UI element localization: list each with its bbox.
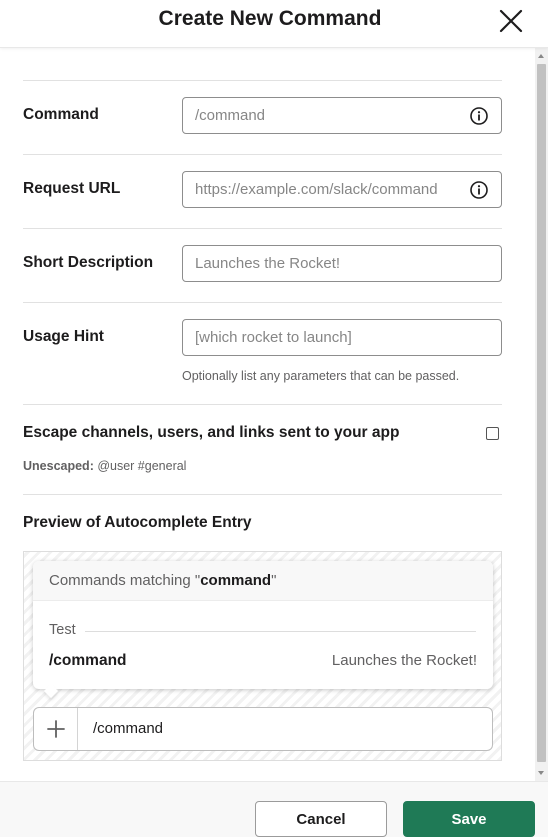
- scroll-down-arrow-icon[interactable]: [538, 771, 544, 775]
- scroll-up-arrow-icon[interactable]: [538, 54, 544, 58]
- autocomplete-popup: [33, 561, 493, 689]
- matching-prefix: Commands matching ": [49, 572, 201, 589]
- usage-hint-input[interactable]: [182, 319, 502, 356]
- divider: [23, 228, 502, 229]
- info-icon[interactable]: [469, 106, 489, 126]
- scrollbar[interactable]: [535, 48, 548, 781]
- short-description-label: Short Description: [23, 254, 154, 271]
- modal-header: [0, 0, 548, 48]
- group-divider: [85, 631, 476, 632]
- entry-description: Launches the Rocket!: [331, 652, 477, 669]
- divider: [23, 302, 502, 303]
- matching-suffix: ": [271, 572, 277, 589]
- scrollbar-thumb[interactable]: [537, 64, 546, 762]
- unescaped-example: @user #general: [93, 459, 187, 473]
- request-url-label: Request URL: [23, 180, 121, 197]
- unescaped-label: Unescaped:: [23, 459, 94, 473]
- modal-title: Create New Command: [158, 7, 382, 30]
- autocomplete-header: [33, 561, 493, 601]
- usage-hint-label: Usage Hint: [23, 328, 104, 345]
- escape-checkbox[interactable]: [486, 427, 499, 440]
- info-icon[interactable]: [469, 180, 489, 200]
- unescaped-note: [23, 459, 186, 473]
- composer-text: /command: [93, 720, 164, 737]
- autocomplete-preview: [23, 551, 502, 761]
- matching-text: [49, 572, 276, 589]
- divider: [23, 404, 502, 405]
- cancel-button[interactable]: Cancel: [255, 801, 387, 837]
- preview-title: Preview of Autocomplete Entry: [23, 514, 252, 531]
- message-composer[interactable]: [33, 707, 493, 751]
- request-url-input[interactable]: [182, 171, 502, 208]
- plus-icon[interactable]: [34, 708, 78, 750]
- close-icon[interactable]: [497, 7, 525, 35]
- entry-command[interactable]: /command: [49, 652, 127, 669]
- usage-hint-help: Optionally list any parameters that can be passed.: [182, 369, 460, 383]
- modal-footer: [0, 781, 548, 837]
- divider: [23, 80, 502, 81]
- command-label: Command: [23, 106, 99, 123]
- short-description-input[interactable]: [182, 245, 502, 282]
- save-button[interactable]: Save: [403, 801, 535, 837]
- app-group-label: Test: [49, 622, 76, 638]
- command-input[interactable]: [182, 97, 502, 134]
- modal-body: [0, 48, 548, 781]
- divider: [23, 494, 502, 495]
- escape-label: Escape channels, users, and links sent to your app: [23, 424, 400, 441]
- matching-term: command: [200, 572, 272, 589]
- divider: [23, 154, 502, 155]
